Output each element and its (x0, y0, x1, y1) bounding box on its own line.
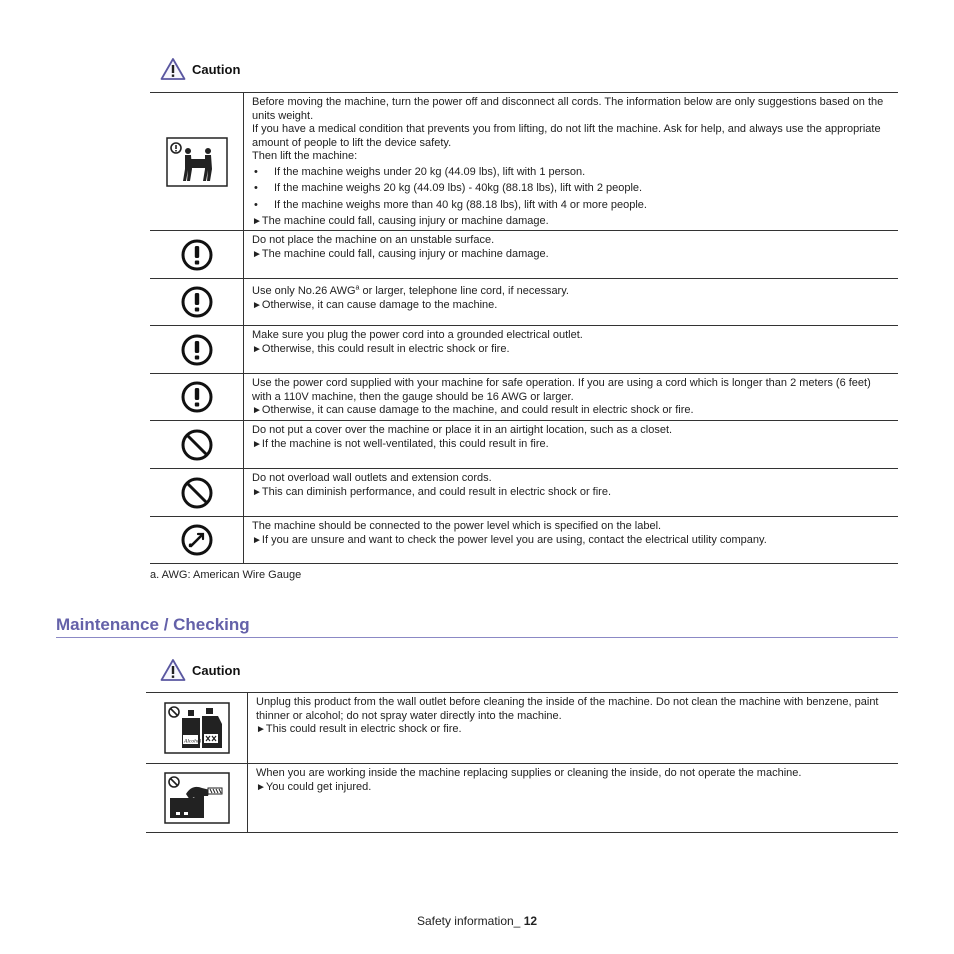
instruction-text: Do not overload wall outlets and extension cords. (252, 472, 492, 484)
result-text: ► This can diminish performance, and could result in electric shock or fire. (252, 486, 890, 500)
instruction-text: Do not place the machine on an unstable surface. (252, 234, 495, 246)
list-item: • If the machine weighs 20 kg (44.09 lbs) - 40kg (88.18 lbs), lift with 2 people. (252, 182, 890, 196)
row-text (244, 469, 898, 516)
caution-label: Caution (192, 61, 241, 77)
table-row (146, 693, 898, 764)
power-level-icon (181, 524, 213, 556)
exclamation-icon (181, 334, 213, 366)
list-item: • If the machine weighs more than 40 kg (88.18 lbs), lift with 4 or more people. (252, 199, 890, 213)
table-row (150, 326, 898, 374)
result-text: ► If the machine is not well-ventilated, this could result in fire. (252, 438, 890, 452)
prohibited-icon (181, 429, 213, 461)
row-text (244, 374, 898, 420)
row-text (244, 326, 898, 373)
row-text (248, 693, 898, 763)
section-title: Maintenance / Checking (56, 615, 898, 638)
table-row (146, 764, 898, 833)
caution-header (160, 56, 240, 82)
caution-label: Caution (192, 662, 241, 678)
table-row (150, 421, 898, 469)
safety-table (150, 92, 898, 564)
footnote: a. AWG: American Wire Gauge (150, 569, 302, 581)
result-text: ► Otherwise, this could result in electric shock or fire. (252, 343, 890, 357)
result-text: ► Otherwise, it can cause damage to the machine, and could result in electric shock or fire. (252, 404, 890, 418)
warning-triangle-icon (160, 57, 186, 81)
icon-cell (150, 517, 244, 563)
icon-cell (146, 693, 248, 763)
list-item: • If the machine weighs under 20 kg (44.09 lbs), lift with 1 person. (252, 166, 890, 180)
instruction-text: The machine should be connected to the power level which is specified on the label. (252, 520, 662, 532)
instruction-text: When you are working inside the machine replacing supplies or cleaning the inside, do not operate the machine. (256, 767, 802, 779)
table-row (150, 279, 898, 326)
icon-cell (150, 469, 244, 516)
icon-cell (150, 374, 244, 420)
row-text (244, 231, 898, 278)
page-footer (0, 914, 954, 928)
icon-cell (150, 231, 244, 278)
icon-cell (146, 764, 248, 832)
result-text: ► This could result in electric shock or fire. (256, 723, 890, 737)
instruction-text-part: or larger, telephone line cord, if necessary. (359, 285, 569, 297)
instruction-text: Use the power cord supplied with your machine for safe operation. If you are using a cord which is longer than 2 meters (6 feet) with a 110V machine, then the gauge should be 16 AWG or larger. (252, 377, 871, 403)
icon-cell (150, 93, 244, 230)
exclamation-icon (181, 239, 213, 271)
instruction-text (252, 285, 890, 299)
instruction-text: Do not put a cover over the machine or place it in an airtight location, such as a closet. (252, 424, 673, 436)
row-text (244, 421, 898, 468)
exclamation-icon (181, 381, 213, 413)
footnote-marker: a (355, 284, 360, 292)
caution-header (160, 657, 240, 683)
row-text (244, 93, 898, 230)
table-row (150, 469, 898, 517)
result-text: ► The machine could fall, causing injury or machine damage. (252, 215, 890, 229)
icon-cell (150, 279, 244, 325)
page-number: 12 (523, 914, 538, 928)
bullet-list (252, 166, 890, 213)
instruction-text: Unplug this product from the wall outlet before cleaning the inside of the machine. Do not clean the machine with benzene, paint thinner or alcohol; do not spray water directly into the machine. (256, 696, 879, 722)
instruction-text-part: Use only No.26 AWG (252, 285, 356, 297)
row-text (244, 517, 898, 563)
icon-cell (150, 421, 244, 468)
maintenance-table (146, 692, 898, 833)
no-chemicals-icon (164, 702, 230, 754)
table-row (150, 231, 898, 279)
table-row (150, 517, 898, 564)
result-text: ► The machine could fall, causing injury or machine damage. (252, 248, 890, 262)
result-text: ► You could get injured. (256, 781, 890, 795)
result-text: ► If you are unsure and want to check the power level you are using, contact the electrical utility company. (252, 534, 890, 548)
row-text (248, 764, 898, 832)
lifting-people-icon (166, 137, 228, 187)
icon-cell (150, 326, 244, 373)
bottle-label: Alcohol (183, 738, 201, 745)
no-hand-inside-icon (164, 772, 230, 824)
result-text: ► Otherwise, it can cause damage to the machine. (252, 299, 890, 313)
instruction-text: Make sure you plug the power cord into a grounded electrical outlet. (252, 329, 583, 341)
table-row (150, 93, 898, 231)
row-text (244, 279, 898, 325)
prohibited-icon (181, 477, 213, 509)
instruction-text: Before moving the machine, turn the power off and disconnect all cords. The information below are only suggestions based on the units weight. (252, 96, 884, 122)
exclamation-icon (181, 286, 213, 318)
instruction-text: If you have a medical condition that prevents you from lifting, do not lift the machine. Ask for help, and always use the appropriate amount of people to lift the device safety. (252, 123, 881, 149)
instruction-text: Then lift the machine: (252, 150, 358, 162)
warning-triangle-icon (160, 658, 186, 682)
table-row (150, 374, 898, 421)
footer-text: Safety information_ (416, 914, 521, 928)
